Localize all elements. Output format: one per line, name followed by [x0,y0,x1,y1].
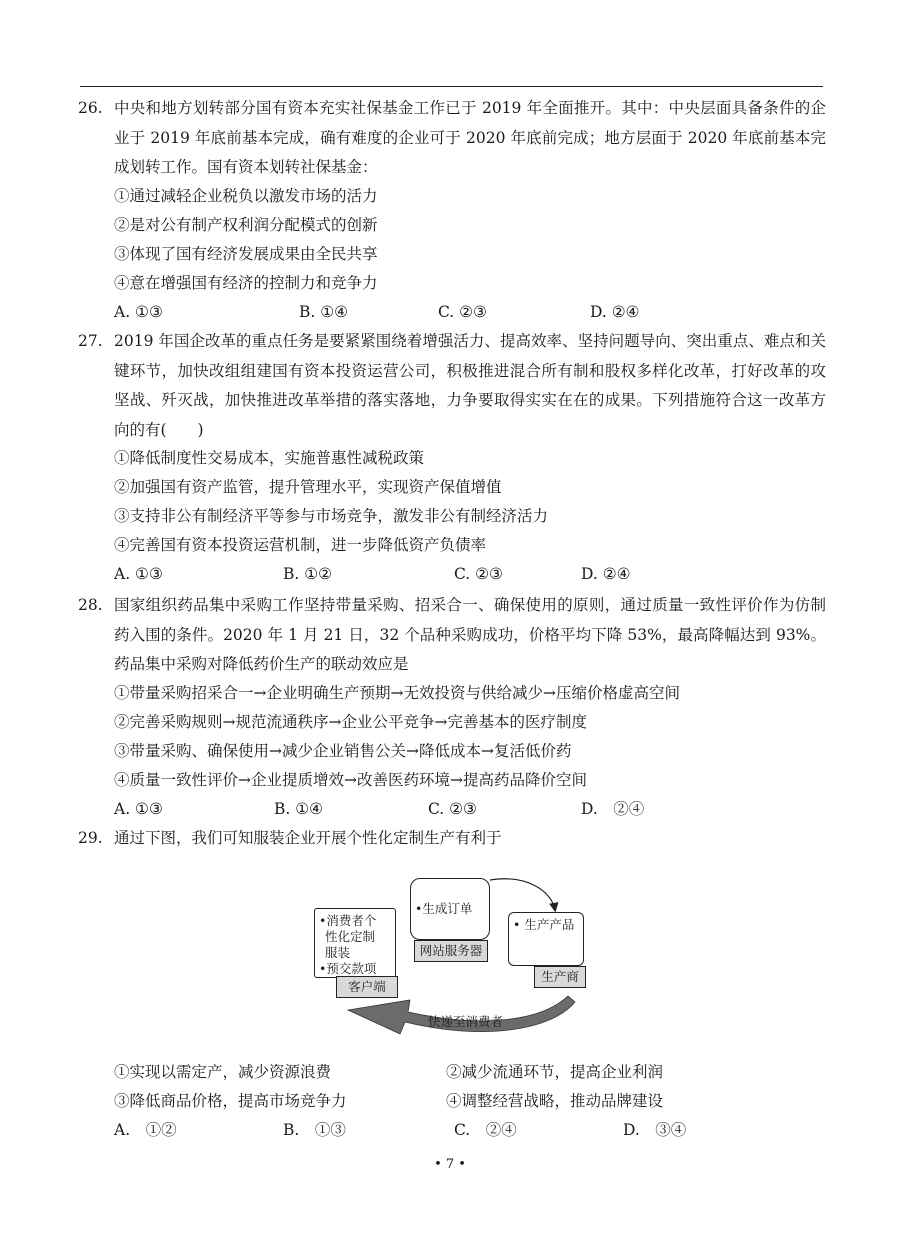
option-d: D. ②④ [581,565,631,583]
producer-box [508,912,584,966]
question-stem: 通过下图，我们可知服装企业开展个性化定制生产有利于 [114,829,502,847]
question-number: 27. [78,332,103,350]
option-d: D. ②④ [590,303,640,321]
statement-3: ③支持非公有制经济平等参与市场竞争，激发非公有制经济活力 [114,507,549,525]
option-a: A. ①② [114,1121,177,1139]
client-label: 客户端 [336,976,398,998]
statement-4: ④调整经营战略，推动品牌建设 [446,1092,664,1110]
option-a: A. ①③ [114,303,163,321]
server-label: 网站服务器 [414,940,488,962]
server-box [410,878,490,940]
page-number: • 7 • [434,1157,466,1172]
question-stem: 2019 年国企改革的重点任务是要紧紧围绕着增强活力、提高效率、坚持问题导向、突出重点、难点和关键环节，加快改组组建国有资本投资运营公司，积极推进混合所有制和股权多样化改革，打好改革的攻坚战、歼灭战，加快推进改革举措的落实落地，力争要取得实实在在的成果。下列措施符合这一改革方向的有( ) [114,332,826,439]
statement-1: ①带量采购招采合一→企业明确生产预期→无效投资与供给减少→压缩价格虚高空间 [114,684,680,702]
option-b: B. ①④ [299,303,349,321]
statement-3: ③带量采购、确保使用→减少企业销售公关→降低成本→复活低价药 [114,742,572,760]
option-d: D. ②④ [581,800,645,818]
statement-2: ②完善采购规则→规范流通秩序→企业公平竞争→完善基本的医疗制度 [114,713,587,731]
producer-line-1: • 生产产品 [513,917,575,932]
statement-2: ②加强国有资产监管，提升管理水平，实现资产保值增值 [114,478,502,496]
option-c: C. ②③ [454,565,503,583]
option-c: C. ②③ [428,800,477,818]
statement-3: ③降低商品价格，提高市场竞争力 [114,1092,347,1110]
option-b: B. ①③ [283,1121,346,1139]
question-number: 29. [78,829,103,847]
option-d: D. ③④ [623,1121,687,1139]
statement-1: ①实现以需定产，减少资源浪费 [114,1063,332,1081]
producer-label: 生产商 [534,966,586,988]
statement-2: ②是对公有制产权利润分配模式的创新 [114,216,378,234]
option-a: A. ①③ [114,800,163,818]
question-stem: 国家组织药品集中采购工作坚持带量采购、招采合一、确保使用的原则，通过质量一致性评价作为仿制药入围的条件。2020 年 1 月 21 日，32 个品种采购成功，价格平均下降 53%，最高降幅达到 93%。药品集中采购对降低药价生产的联动效应是 [114,596,826,673]
top-rule [80,86,823,87]
question-stem: 中央和地方划转部分国有资本充实社保基金工作已于 2019 年全面推开。其中：中央层面具备条件的企业于 2019 年底前基本完成，确有难度的企业可于 2020 年底前完成；地方层面于 2020 年底前基本完成划转工作。国有资本划转社保基金： [114,99,826,176]
delivery-label: 快递至消费者 [428,1014,504,1029]
client-line-3: 服装 [325,945,351,960]
statement-1: ①通过减轻企业税负以激发市场的活力 [114,187,378,205]
statement-2: ②减少流通环节，提高企业利润 [446,1063,664,1081]
server-line-1: •生成订单 [415,901,473,916]
client-box [314,908,396,978]
statement-4: ④质量一致性评价→企业提质增效→改善医药环境→提高药品降价空间 [114,771,587,789]
statement-1: ①降低制度性交易成本，实施普惠性减税政策 [114,449,425,467]
option-c: C. ②③ [438,303,487,321]
production-flow-diagram [300,872,600,1052]
option-c: C. ②④ [454,1121,517,1139]
client-line-4: •预交款项 [319,961,377,976]
statement-4: ④完善国有资本投资运营机制，进一步降低资产负债率 [114,536,487,554]
client-line-2: 性化定制 [325,929,376,944]
question-number: 28. [78,596,103,614]
option-b: B. ①② [283,565,333,583]
client-line-1: •消费者个 [319,913,377,928]
statement-4: ④意在增强国有经济的控制力和竞争力 [114,274,378,292]
option-b: B. ①④ [274,800,324,818]
option-a: A. ①③ [114,565,163,583]
statement-3: ③体现了国有经济发展成果由全民共享 [114,245,378,263]
question-number: 26. [78,99,103,117]
arrow-server-to-producer [490,879,555,910]
